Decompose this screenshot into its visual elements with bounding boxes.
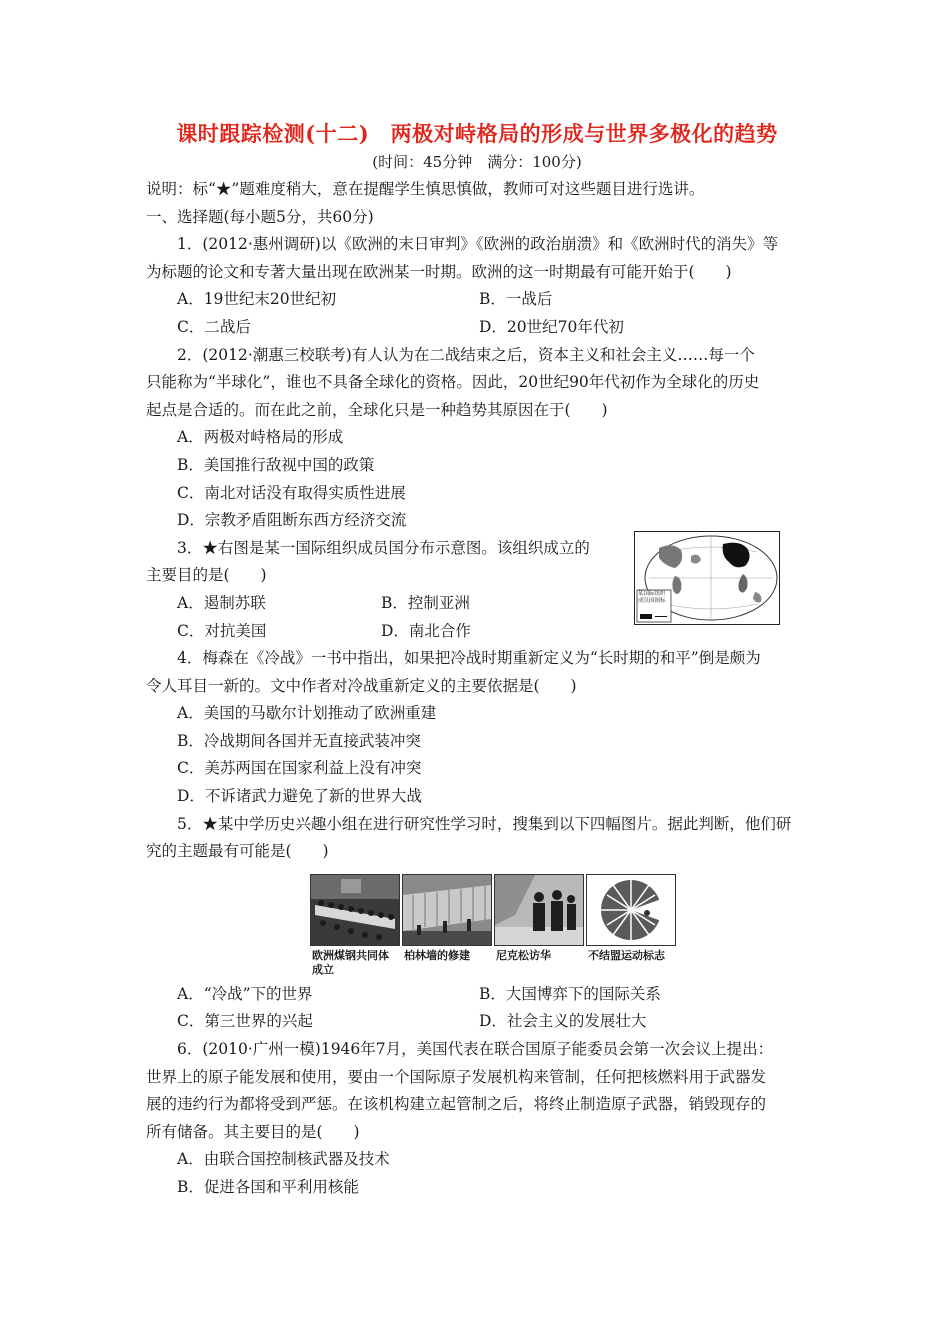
photo-caption: 尼克松访华 bbox=[496, 948, 551, 962]
question-text: 所有储备。其主要目的是( ) bbox=[146, 1122, 360, 1141]
question-text: 主要目的是( ) bbox=[146, 566, 267, 585]
option-b: B．促进各国和平利用核能 bbox=[177, 1178, 359, 1196]
question-5 bbox=[146, 811, 808, 1036]
option-d: D．社会主义的发展壮大 bbox=[479, 1012, 647, 1031]
question-3 bbox=[146, 535, 808, 645]
option-d: D．宗教矛盾阻断东西方经济交流 bbox=[177, 511, 407, 530]
option-row bbox=[146, 981, 808, 1009]
photo-caption: 欧洲煤钢共同体成立 bbox=[312, 948, 389, 976]
question-text: 5．★某中学历史兴趣小组在进行研究性学习时，搜集到以下四幅图片。据此判断，他们研 bbox=[177, 814, 792, 833]
option-d: D．南北合作 bbox=[381, 621, 471, 640]
option-row bbox=[146, 1008, 808, 1036]
question-text: 3．★右图是某一国际组织成员国分布示意图。该组织成立的 bbox=[177, 538, 590, 557]
world-map-figure bbox=[634, 531, 780, 625]
section-heading: 一、选择题(每小题5分，共60分) bbox=[146, 207, 374, 226]
option-a: A．由联合国控制核武器及技术 bbox=[177, 1150, 390, 1169]
question-text: 令人耳目一新的。文中作者对冷战重新定义的主要依据是( ) bbox=[146, 676, 577, 695]
page-title: 课时跟踪检测(十二) 两极对峙格局的形成与世界多极化的趋势 bbox=[176, 121, 778, 146]
question-text: 2．(2012·潮惠三校联考)有人认为在二战结束之后，资本主义和社会主义……每一个 bbox=[177, 345, 755, 364]
option-b: B．控制亚洲 bbox=[381, 593, 470, 612]
option-a: A．美国的马歇尔计划推动了欧洲重建 bbox=[177, 704, 437, 723]
option-d: D．20世纪70年代初 bbox=[479, 317, 624, 336]
option-d: D．不诉诸武力避免了新的世界大战 bbox=[177, 787, 422, 806]
photo-nixon-visit bbox=[494, 874, 582, 977]
world-map-illustration bbox=[635, 532, 779, 624]
question-text: 6．(2010·广州一模)1946年7月，美国代表在联合国原子能委员会第一次会议上提出： bbox=[177, 1040, 774, 1059]
photo-ecsc bbox=[310, 874, 398, 977]
page-subtitle: (时间：45分钟 满分：100分) bbox=[372, 153, 582, 171]
photo-caption: 柏林墙的修建 bbox=[404, 948, 470, 962]
question-text: 起点是合适的。而在此之前，全球化只是一种趋势其原因在于( ) bbox=[146, 400, 608, 419]
option-row bbox=[146, 286, 808, 314]
photo-ecsc-image bbox=[310, 874, 400, 946]
option-a: A．遏制苏联 bbox=[177, 593, 266, 612]
question-1 bbox=[146, 231, 808, 341]
question-6 bbox=[146, 1036, 808, 1202]
instruction-note: 说明：标“★”题难度稍大，意在提醒学生慎思慎做，教师可对这些题目进行选讲。 bbox=[146, 180, 705, 198]
question-text: 究的主题最有可能是( ) bbox=[146, 842, 329, 861]
option-b: B．一战后 bbox=[479, 290, 553, 309]
question-text: 只能称为“半球化”，谁也不具备全球化的资格。因此，20世纪90年代初作为全球化的历史 bbox=[146, 373, 760, 392]
photo-berlin-wall bbox=[402, 874, 490, 977]
worksheet-page bbox=[146, 118, 808, 1202]
photo-strip bbox=[310, 874, 808, 977]
question-4 bbox=[146, 645, 808, 811]
photo-berlin-wall-image bbox=[402, 874, 492, 946]
question-text: 世界上的原子能发展和使用，要由一个国际原子发展机构来管制，任何把核燃料用于武器发 bbox=[146, 1067, 767, 1086]
option-a: A．两极对峙格局的形成 bbox=[177, 428, 344, 447]
photo-nam-logo bbox=[586, 874, 674, 977]
option-a: A．19世纪末20世纪初 bbox=[177, 290, 337, 309]
option-a: A．“冷战”下的世界 bbox=[177, 984, 313, 1003]
photo-nam-logo-image bbox=[586, 874, 676, 946]
option-c: C．对抗美国 bbox=[177, 621, 267, 640]
question-text: 为标题的论文和专著大量出现在欧洲某一时期。欧洲的这一时期最有可能开始于( ) bbox=[146, 262, 732, 281]
question-text: 展的违约行为都将受到严惩。在该机构建立起管制之后，将终止制造原子武器，销毁现存的 bbox=[146, 1095, 767, 1114]
option-b: B．冷战期间各国并无直接武装冲突 bbox=[177, 731, 421, 750]
question-2 bbox=[146, 342, 808, 535]
option-b: B．大国博弈下的国际关系 bbox=[479, 984, 661, 1003]
option-c: C．二战后 bbox=[177, 317, 251, 336]
question-text: 4．梅森在《冷战》一书中指出，如果把冷战时期重新定义为“长时期的和平”倒是颇为 bbox=[177, 649, 761, 668]
option-c: C．第三世界的兴起 bbox=[177, 1012, 313, 1031]
option-c: C．美苏两国在国家利益上没有冲突 bbox=[177, 759, 422, 778]
photo-caption: 不结盟运动标志 bbox=[588, 948, 665, 962]
photo-nixon-visit-image bbox=[494, 874, 584, 946]
map-legend-label: 某国际组织成员国图标 bbox=[638, 590, 666, 604]
option-c: C．南北对话没有取得实质性进展 bbox=[177, 483, 406, 502]
question-text: 1．(2012·惠州调研)以《欧洲的末日审判》《欧洲的政治崩溃》和《欧洲时代的消失》等 bbox=[177, 235, 779, 254]
option-row bbox=[146, 314, 808, 342]
option-b: B．美国推行敌视中国的政策 bbox=[177, 455, 375, 474]
